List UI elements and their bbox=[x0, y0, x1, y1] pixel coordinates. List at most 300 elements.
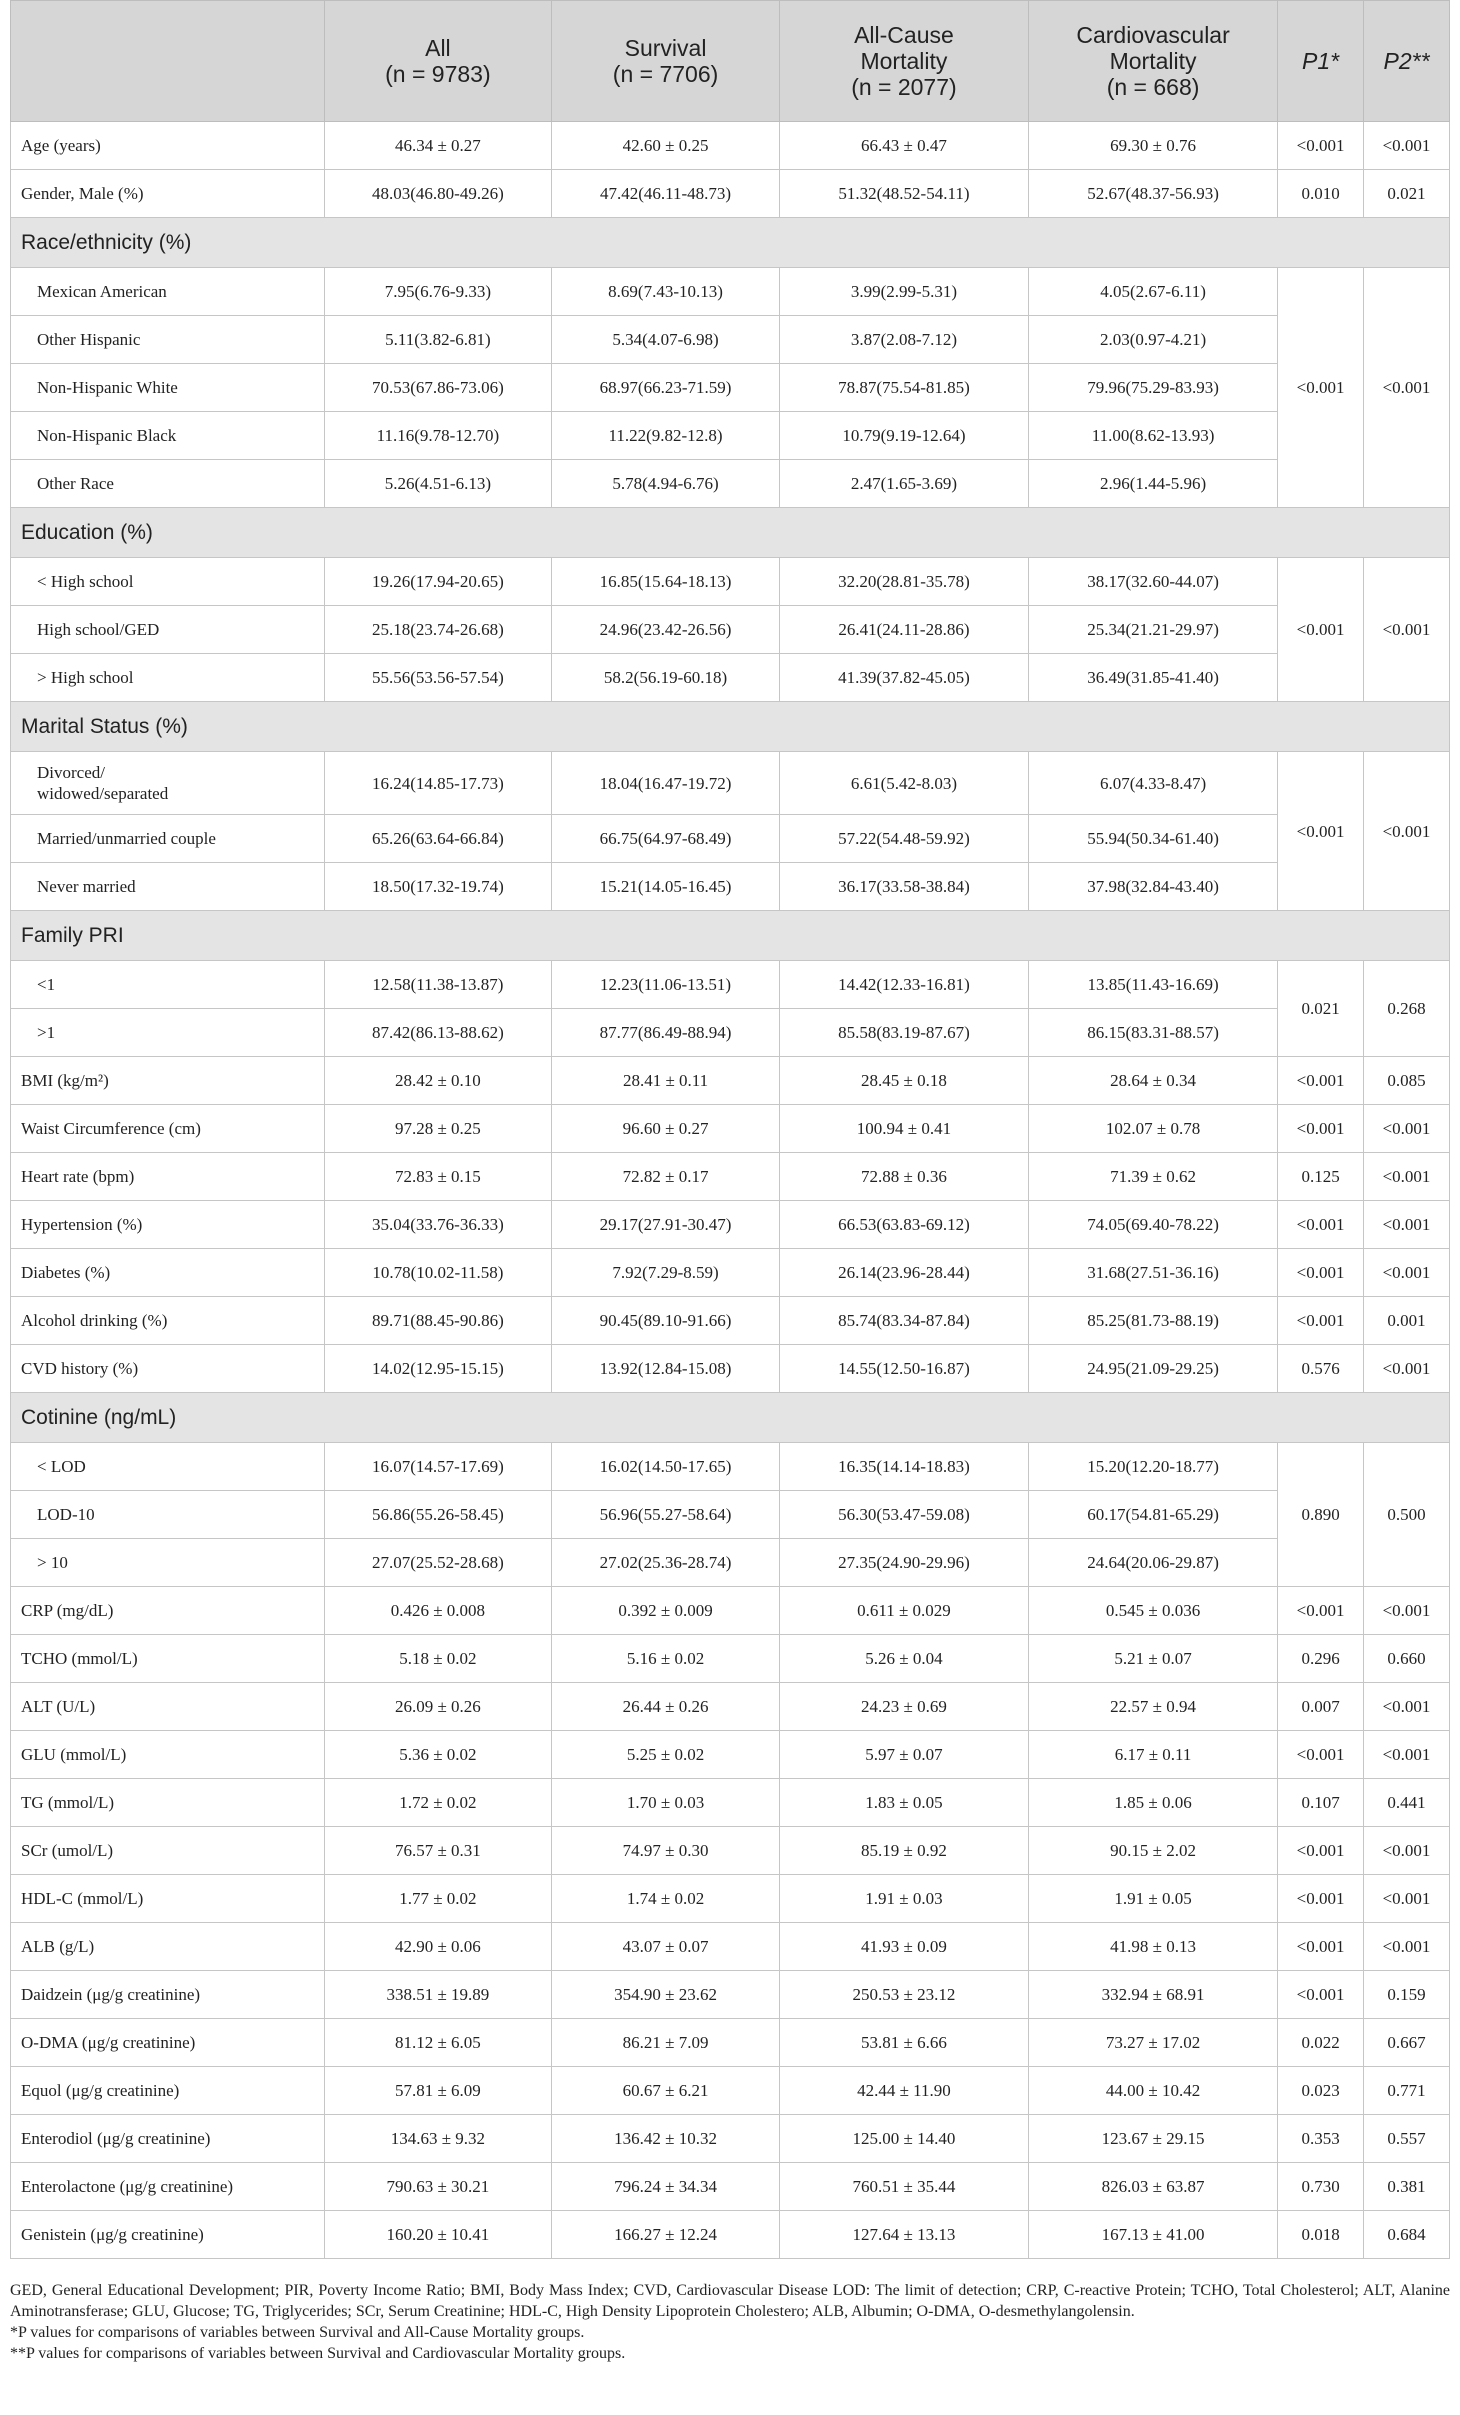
section-row bbox=[11, 911, 1450, 961]
row-label: > High school bbox=[11, 654, 325, 702]
cell-value: 127.64 ± 13.13 bbox=[779, 2211, 1028, 2259]
cell-value: 87.77(86.49-88.94) bbox=[552, 1009, 780, 1057]
column-header-4: Cardiovascular Mortality (n = 668) bbox=[1029, 1, 1278, 122]
cell-value: 5.16 ± 0.02 bbox=[552, 1635, 780, 1683]
cell-value: 28.42 ± 0.10 bbox=[324, 1057, 552, 1105]
cell-value: 10.79(9.19-12.64) bbox=[779, 412, 1028, 460]
table-row bbox=[11, 1539, 1450, 1587]
cell-value: 29.17(27.91-30.47) bbox=[552, 1201, 780, 1249]
table-row bbox=[11, 1491, 1450, 1539]
cell-value: 1.91 ± 0.05 bbox=[1029, 1875, 1278, 1923]
cell-value: 78.87(75.54-81.85) bbox=[779, 364, 1028, 412]
cell-value: 87.42(86.13-88.62) bbox=[324, 1009, 552, 1057]
cell-value: 57.81 ± 6.09 bbox=[324, 2067, 552, 2115]
p2-value: <0.001 bbox=[1364, 1105, 1450, 1153]
cell-value: 85.74(83.34-87.84) bbox=[779, 1297, 1028, 1345]
cell-value: 25.18(23.74-26.68) bbox=[324, 606, 552, 654]
row-label: ALT (U/L) bbox=[11, 1683, 325, 1731]
p1-value: <0.001 bbox=[1278, 268, 1364, 508]
p2-value: 0.441 bbox=[1364, 1779, 1450, 1827]
cell-value: 3.87(2.08-7.12) bbox=[779, 316, 1028, 364]
cell-value: 16.85(15.64-18.13) bbox=[552, 558, 780, 606]
table-row bbox=[11, 1875, 1450, 1923]
p1-value: <0.001 bbox=[1278, 1201, 1364, 1249]
row-label: Genistein (μg/g creatinine) bbox=[11, 2211, 325, 2259]
row-label: TG (mmol/L) bbox=[11, 1779, 325, 1827]
p2-value: <0.001 bbox=[1364, 1249, 1450, 1297]
cell-value: 56.96(55.27-58.64) bbox=[552, 1491, 780, 1539]
cell-value: 2.47(1.65-3.69) bbox=[779, 460, 1028, 508]
table-row bbox=[11, 1587, 1450, 1635]
row-label: Non-Hispanic Black bbox=[11, 412, 325, 460]
cell-value: 32.20(28.81-35.78) bbox=[779, 558, 1028, 606]
table-row bbox=[11, 460, 1450, 508]
column-header-5: P1* bbox=[1278, 1, 1364, 122]
p1-value: 0.890 bbox=[1278, 1443, 1364, 1587]
p1-value: <0.001 bbox=[1278, 1297, 1364, 1345]
cell-value: 796.24 ± 34.34 bbox=[552, 2163, 780, 2211]
table-row bbox=[11, 1105, 1450, 1153]
cell-value: 42.90 ± 0.06 bbox=[324, 1923, 552, 1971]
cell-value: 51.32(48.52-54.11) bbox=[779, 170, 1028, 218]
p2-value: 0.557 bbox=[1364, 2115, 1450, 2163]
p2-value: <0.001 bbox=[1364, 1875, 1450, 1923]
cell-value: 41.98 ± 0.13 bbox=[1029, 1923, 1278, 1971]
p2-value: 0.667 bbox=[1364, 2019, 1450, 2067]
cell-value: 5.36 ± 0.02 bbox=[324, 1731, 552, 1779]
cell-value: 12.58(11.38-13.87) bbox=[324, 961, 552, 1009]
cell-value: 1.91 ± 0.03 bbox=[779, 1875, 1028, 1923]
cell-value: 16.24(14.85-17.73) bbox=[324, 752, 552, 815]
cell-value: 14.02(12.95-15.15) bbox=[324, 1345, 552, 1393]
row-label: Waist Circumference (cm) bbox=[11, 1105, 325, 1153]
cell-value: 15.21(14.05-16.45) bbox=[552, 863, 780, 911]
p2-value: <0.001 bbox=[1364, 1587, 1450, 1635]
table-row bbox=[11, 2067, 1450, 2115]
cell-value: 5.18 ± 0.02 bbox=[324, 1635, 552, 1683]
cell-value: 123.67 ± 29.15 bbox=[1029, 2115, 1278, 2163]
row-label: LOD-10 bbox=[11, 1491, 325, 1539]
cell-value: 97.28 ± 0.25 bbox=[324, 1105, 552, 1153]
row-label: < High school bbox=[11, 558, 325, 606]
cell-value: 79.96(75.29-83.93) bbox=[1029, 364, 1278, 412]
table-row bbox=[11, 1443, 1450, 1491]
column-header-1: All (n = 9783) bbox=[324, 1, 552, 122]
p2-value: 0.500 bbox=[1364, 1443, 1450, 1587]
cell-value: 790.63 ± 30.21 bbox=[324, 2163, 552, 2211]
table-row bbox=[11, 752, 1450, 815]
cell-value: 7.95(6.76-9.33) bbox=[324, 268, 552, 316]
p1-value: 0.353 bbox=[1278, 2115, 1364, 2163]
p2-value: 0.660 bbox=[1364, 1635, 1450, 1683]
p1-value: <0.001 bbox=[1278, 1249, 1364, 1297]
cell-value: 86.15(83.31-88.57) bbox=[1029, 1009, 1278, 1057]
row-label: CRP (mg/dL) bbox=[11, 1587, 325, 1635]
cell-value: 24.23 ± 0.69 bbox=[779, 1683, 1028, 1731]
cell-value: 1.83 ± 0.05 bbox=[779, 1779, 1028, 1827]
cell-value: 102.07 ± 0.78 bbox=[1029, 1105, 1278, 1153]
p2-value: 0.381 bbox=[1364, 2163, 1450, 2211]
table-row bbox=[11, 606, 1450, 654]
row-label: Heart rate (bpm) bbox=[11, 1153, 325, 1201]
header-row bbox=[11, 1, 1450, 122]
cell-value: 27.02(25.36-28.74) bbox=[552, 1539, 780, 1587]
table-row bbox=[11, 1345, 1450, 1393]
cell-value: 44.00 ± 10.42 bbox=[1029, 2067, 1278, 2115]
table-row bbox=[11, 1201, 1450, 1249]
cell-value: 250.53 ± 23.12 bbox=[779, 1971, 1028, 2019]
cell-value: 69.30 ± 0.76 bbox=[1029, 122, 1278, 170]
table-row bbox=[11, 1057, 1450, 1105]
cell-value: 6.07(4.33-8.47) bbox=[1029, 752, 1278, 815]
cell-value: 7.92(7.29-8.59) bbox=[552, 1249, 780, 1297]
row-label: Enterodiol (μg/g creatinine) bbox=[11, 2115, 325, 2163]
cell-value: 354.90 ± 23.62 bbox=[552, 1971, 780, 2019]
p1-value: 0.021 bbox=[1278, 961, 1364, 1057]
row-label: Daidzein (μg/g creatinine) bbox=[11, 1971, 325, 2019]
cell-value: 89.71(88.45-90.86) bbox=[324, 1297, 552, 1345]
cell-value: 5.97 ± 0.07 bbox=[779, 1731, 1028, 1779]
section-label: Education (%) bbox=[11, 508, 1450, 558]
table-row bbox=[11, 1635, 1450, 1683]
section-label: Family PRI bbox=[11, 911, 1450, 961]
p2-value: <0.001 bbox=[1364, 1153, 1450, 1201]
p1-value: 0.296 bbox=[1278, 1635, 1364, 1683]
row-label: Hypertension (%) bbox=[11, 1201, 325, 1249]
cell-value: 5.11(3.82-6.81) bbox=[324, 316, 552, 364]
table-row bbox=[11, 1923, 1450, 1971]
cell-value: 2.03(0.97-4.21) bbox=[1029, 316, 1278, 364]
column-header-0 bbox=[11, 1, 325, 122]
cell-value: 85.25(81.73-88.19) bbox=[1029, 1297, 1278, 1345]
cell-value: 55.56(53.56-57.54) bbox=[324, 654, 552, 702]
cell-value: 1.85 ± 0.06 bbox=[1029, 1779, 1278, 1827]
table-row bbox=[11, 2163, 1450, 2211]
cell-value: 6.61(5.42-8.03) bbox=[779, 752, 1028, 815]
p2-value: 0.159 bbox=[1364, 1971, 1450, 2019]
cell-value: 60.67 ± 6.21 bbox=[552, 2067, 780, 2115]
cell-value: 338.51 ± 19.89 bbox=[324, 1971, 552, 2019]
cell-value: 8.69(7.43-10.13) bbox=[552, 268, 780, 316]
cell-value: 28.64 ± 0.34 bbox=[1029, 1057, 1278, 1105]
p1-value: <0.001 bbox=[1278, 1587, 1364, 1635]
cell-value: 46.34 ± 0.27 bbox=[324, 122, 552, 170]
cell-value: 70.53(67.86-73.06) bbox=[324, 364, 552, 412]
cell-value: 25.34(21.21-29.97) bbox=[1029, 606, 1278, 654]
cell-value: 12.23(11.06-13.51) bbox=[552, 961, 780, 1009]
cell-value: 90.45(89.10-91.66) bbox=[552, 1297, 780, 1345]
data-table bbox=[10, 0, 1450, 2259]
row-label: Gender, Male (%) bbox=[11, 170, 325, 218]
cell-value: 2.96(1.44-5.96) bbox=[1029, 460, 1278, 508]
cell-value: 71.39 ± 0.62 bbox=[1029, 1153, 1278, 1201]
cell-value: 76.57 ± 0.31 bbox=[324, 1827, 552, 1875]
cell-value: 0.426 ± 0.008 bbox=[324, 1587, 552, 1635]
p1-value: <0.001 bbox=[1278, 1731, 1364, 1779]
cell-value: 5.26 ± 0.04 bbox=[779, 1635, 1028, 1683]
p1-value: 0.107 bbox=[1278, 1779, 1364, 1827]
p2-value: <0.001 bbox=[1364, 1827, 1450, 1875]
row-label: TCHO (mmol/L) bbox=[11, 1635, 325, 1683]
p1-value: <0.001 bbox=[1278, 1105, 1364, 1153]
table-row bbox=[11, 170, 1450, 218]
p1-value: <0.001 bbox=[1278, 1057, 1364, 1105]
section-row bbox=[11, 508, 1450, 558]
cell-value: 136.42 ± 10.32 bbox=[552, 2115, 780, 2163]
cell-value: 66.75(64.97-68.49) bbox=[552, 815, 780, 863]
cell-value: 57.22(54.48-59.92) bbox=[779, 815, 1028, 863]
row-label: HDL-C (mmol/L) bbox=[11, 1875, 325, 1923]
row-label: Non-Hispanic White bbox=[11, 364, 325, 412]
table-row bbox=[11, 1297, 1450, 1345]
row-label: Other Race bbox=[11, 460, 325, 508]
section-label: Race/ethnicity (%) bbox=[11, 218, 1450, 268]
cell-value: 14.55(12.50-16.87) bbox=[779, 1345, 1028, 1393]
cell-value: 166.27 ± 12.24 bbox=[552, 2211, 780, 2259]
cell-value: 332.94 ± 68.91 bbox=[1029, 1971, 1278, 2019]
cell-value: 74.05(69.40-78.22) bbox=[1029, 1201, 1278, 1249]
cell-value: 74.97 ± 0.30 bbox=[552, 1827, 780, 1875]
p2-value: <0.001 bbox=[1364, 558, 1450, 702]
column-header-6: P2** bbox=[1364, 1, 1450, 122]
cell-value: 0.392 ± 0.009 bbox=[552, 1587, 780, 1635]
cell-value: 31.68(27.51-36.16) bbox=[1029, 1249, 1278, 1297]
table-row bbox=[11, 654, 1450, 702]
cell-value: 60.17(54.81-65.29) bbox=[1029, 1491, 1278, 1539]
table-row bbox=[11, 558, 1450, 606]
p2-value: <0.001 bbox=[1364, 1731, 1450, 1779]
cell-value: 5.21 ± 0.07 bbox=[1029, 1635, 1278, 1683]
p1-value: <0.001 bbox=[1278, 1923, 1364, 1971]
cell-value: 5.78(4.94-6.76) bbox=[552, 460, 780, 508]
cell-value: 48.03(46.80-49.26) bbox=[324, 170, 552, 218]
table-row bbox=[11, 815, 1450, 863]
cell-value: 826.03 ± 63.87 bbox=[1029, 2163, 1278, 2211]
table-row bbox=[11, 122, 1450, 170]
table-row bbox=[11, 1779, 1450, 1827]
cell-value: 160.20 ± 10.41 bbox=[324, 2211, 552, 2259]
p1-value: 0.730 bbox=[1278, 2163, 1364, 2211]
cell-value: 15.20(12.20-18.77) bbox=[1029, 1443, 1278, 1491]
cell-value: 22.57 ± 0.94 bbox=[1029, 1683, 1278, 1731]
cell-value: 167.13 ± 41.00 bbox=[1029, 2211, 1278, 2259]
table-row bbox=[11, 1971, 1450, 2019]
table-body bbox=[11, 122, 1450, 2259]
p2-value: 0.021 bbox=[1364, 170, 1450, 218]
cell-value: 26.41(24.11-28.86) bbox=[779, 606, 1028, 654]
cell-value: 6.17 ± 0.11 bbox=[1029, 1731, 1278, 1779]
cell-value: 85.19 ± 0.92 bbox=[779, 1827, 1028, 1875]
table-row bbox=[11, 1249, 1450, 1297]
cell-value: 43.07 ± 0.07 bbox=[552, 1923, 780, 1971]
p1-value: 0.007 bbox=[1278, 1683, 1364, 1731]
row-label: <1 bbox=[11, 961, 325, 1009]
p1-value: <0.001 bbox=[1278, 558, 1364, 702]
cell-value: 72.83 ± 0.15 bbox=[324, 1153, 552, 1201]
cell-value: 760.51 ± 35.44 bbox=[779, 2163, 1028, 2211]
cell-value: 0.611 ± 0.029 bbox=[779, 1587, 1028, 1635]
p2-value: 0.001 bbox=[1364, 1297, 1450, 1345]
p1-value: 0.023 bbox=[1278, 2067, 1364, 2115]
column-header-2: Survival (n = 7706) bbox=[552, 1, 780, 122]
cell-value: 3.99(2.99-5.31) bbox=[779, 268, 1028, 316]
cell-value: 56.86(55.26-58.45) bbox=[324, 1491, 552, 1539]
row-label: > 10 bbox=[11, 1539, 325, 1587]
row-label: SCr (umol/L) bbox=[11, 1827, 325, 1875]
table-row bbox=[11, 863, 1450, 911]
cell-value: 26.09 ± 0.26 bbox=[324, 1683, 552, 1731]
p1-value: <0.001 bbox=[1278, 752, 1364, 911]
cell-value: 1.72 ± 0.02 bbox=[324, 1779, 552, 1827]
cell-value: 27.07(25.52-28.68) bbox=[324, 1539, 552, 1587]
table-row bbox=[11, 961, 1450, 1009]
cell-value: 36.17(33.58-38.84) bbox=[779, 863, 1028, 911]
cell-value: 16.02(14.50-17.65) bbox=[552, 1443, 780, 1491]
cell-value: 35.04(33.76-36.33) bbox=[324, 1201, 552, 1249]
cell-value: 5.25 ± 0.02 bbox=[552, 1731, 780, 1779]
p1-value: 0.018 bbox=[1278, 2211, 1364, 2259]
cell-value: 42.60 ± 0.25 bbox=[552, 122, 780, 170]
row-label: Age (years) bbox=[11, 122, 325, 170]
p2-value: <0.001 bbox=[1364, 752, 1450, 911]
cell-value: 5.34(4.07-6.98) bbox=[552, 316, 780, 364]
table-row bbox=[11, 1683, 1450, 1731]
cell-value: 24.95(21.09-29.25) bbox=[1029, 1345, 1278, 1393]
cell-value: 125.00 ± 14.40 bbox=[779, 2115, 1028, 2163]
cell-value: 134.63 ± 9.32 bbox=[324, 2115, 552, 2163]
row-label: Other Hispanic bbox=[11, 316, 325, 364]
p2-value: 0.684 bbox=[1364, 2211, 1450, 2259]
p2-value: <0.001 bbox=[1364, 1201, 1450, 1249]
p1-value: <0.001 bbox=[1278, 1827, 1364, 1875]
row-label: BMI (kg/m²) bbox=[11, 1057, 325, 1105]
section-row bbox=[11, 218, 1450, 268]
cell-value: 18.50(17.32-19.74) bbox=[324, 863, 552, 911]
p2-value: 0.268 bbox=[1364, 961, 1450, 1057]
p1-value: 0.010 bbox=[1278, 170, 1364, 218]
cell-value: 96.60 ± 0.27 bbox=[552, 1105, 780, 1153]
p1-value: 0.125 bbox=[1278, 1153, 1364, 1201]
cell-value: 52.67(48.37-56.93) bbox=[1029, 170, 1278, 218]
footnote-p2: **P values for comparisons of variables between Survival and Cardiovascular Mortality groups. bbox=[10, 2345, 626, 2362]
cell-value: 26.14(23.96-28.44) bbox=[779, 1249, 1028, 1297]
cell-value: 66.43 ± 0.47 bbox=[779, 122, 1028, 170]
cell-value: 13.92(12.84-15.08) bbox=[552, 1345, 780, 1393]
row-label: Equol (μg/g creatinine) bbox=[11, 2067, 325, 2115]
table-row bbox=[11, 268, 1450, 316]
cell-value: 41.39(37.82-45.05) bbox=[779, 654, 1028, 702]
cell-value: 19.26(17.94-20.65) bbox=[324, 558, 552, 606]
table-row bbox=[11, 1009, 1450, 1057]
cell-value: 41.93 ± 0.09 bbox=[779, 1923, 1028, 1971]
section-label: Marital Status (%) bbox=[11, 702, 1450, 752]
p1-value: 0.576 bbox=[1278, 1345, 1364, 1393]
cell-value: 47.42(46.11-48.73) bbox=[552, 170, 780, 218]
cell-value: 37.98(32.84-43.40) bbox=[1029, 863, 1278, 911]
cell-value: 27.35(24.90-29.96) bbox=[779, 1539, 1028, 1587]
table-row bbox=[11, 316, 1450, 364]
cell-value: 1.70 ± 0.03 bbox=[552, 1779, 780, 1827]
row-label: Never married bbox=[11, 863, 325, 911]
cell-value: 72.88 ± 0.36 bbox=[779, 1153, 1028, 1201]
cell-value: 16.07(14.57-17.69) bbox=[324, 1443, 552, 1491]
table-row bbox=[11, 364, 1450, 412]
p2-value: <0.001 bbox=[1364, 1345, 1450, 1393]
table-row bbox=[11, 412, 1450, 460]
cell-value: 73.27 ± 17.02 bbox=[1029, 2019, 1278, 2067]
cell-value: 28.45 ± 0.18 bbox=[779, 1057, 1028, 1105]
cell-value: 13.85(11.43-16.69) bbox=[1029, 961, 1278, 1009]
cell-value: 1.74 ± 0.02 bbox=[552, 1875, 780, 1923]
p2-value: <0.001 bbox=[1364, 1683, 1450, 1731]
cell-value: 72.82 ± 0.17 bbox=[552, 1153, 780, 1201]
footnote-abbreviations: GED, General Educational Development; PIR, Poverty Income Ratio; BMI, Body Mass Index; CVD, Cardiovascular Disease LOD: The limit of detection; CRP, C-reactive Protein; TCHO, Total Cholesterol; ALT, Alanine Aminotransferase; GLU, Glucose; TG, Triglycerides; SCr, Serum Creatinine; HDL-C, High Density Lipoprotein Cholestero; ALB, Albumin; O-DMA, O-desmethylangolensin. bbox=[10, 2282, 1450, 2320]
row-label: >1 bbox=[11, 1009, 325, 1057]
row-label: ALB (g/L) bbox=[11, 1923, 325, 1971]
p2-value: <0.001 bbox=[1364, 1923, 1450, 1971]
section-row bbox=[11, 1393, 1450, 1443]
row-label: Enterolactone (μg/g creatinine) bbox=[11, 2163, 325, 2211]
table-row bbox=[11, 2115, 1450, 2163]
p2-value: <0.001 bbox=[1364, 122, 1450, 170]
row-label: GLU (mmol/L) bbox=[11, 1731, 325, 1779]
p1-value: <0.001 bbox=[1278, 1971, 1364, 2019]
table-row bbox=[11, 1153, 1450, 1201]
cell-value: 100.94 ± 0.41 bbox=[779, 1105, 1028, 1153]
cell-value: 10.78(10.02-11.58) bbox=[324, 1249, 552, 1297]
p2-value: 0.085 bbox=[1364, 1057, 1450, 1105]
cell-value: 58.2(56.19-60.18) bbox=[552, 654, 780, 702]
cell-value: 5.26(4.51-6.13) bbox=[324, 460, 552, 508]
table-container bbox=[10, 0, 1450, 2259]
cell-value: 24.64(20.06-29.87) bbox=[1029, 1539, 1278, 1587]
cell-value: 11.16(9.78-12.70) bbox=[324, 412, 552, 460]
cell-value: 16.35(14.14-18.83) bbox=[779, 1443, 1028, 1491]
cell-value: 24.96(23.42-26.56) bbox=[552, 606, 780, 654]
cell-value: 11.00(8.62-13.93) bbox=[1029, 412, 1278, 460]
cell-value: 42.44 ± 11.90 bbox=[779, 2067, 1028, 2115]
column-header-3: All-Cause Mortality (n = 2077) bbox=[779, 1, 1028, 122]
section-row bbox=[11, 702, 1450, 752]
cell-value: 90.15 ± 2.02 bbox=[1029, 1827, 1278, 1875]
cell-value: 38.17(32.60-44.07) bbox=[1029, 558, 1278, 606]
row-label: CVD history (%) bbox=[11, 1345, 325, 1393]
table-row bbox=[11, 2211, 1450, 2259]
cell-value: 1.77 ± 0.02 bbox=[324, 1875, 552, 1923]
cell-value: 18.04(16.47-19.72) bbox=[552, 752, 780, 815]
cell-value: 68.97(66.23-71.59) bbox=[552, 364, 780, 412]
cell-value: 28.41 ± 0.11 bbox=[552, 1057, 780, 1105]
cell-value: 56.30(53.47-59.08) bbox=[779, 1491, 1028, 1539]
row-label: < LOD bbox=[11, 1443, 325, 1491]
cell-value: 65.26(63.64-66.84) bbox=[324, 815, 552, 863]
cell-value: 55.94(50.34-61.40) bbox=[1029, 815, 1278, 863]
table-row bbox=[11, 1827, 1450, 1875]
row-label: High school/GED bbox=[11, 606, 325, 654]
p2-value: <0.001 bbox=[1364, 268, 1450, 508]
cell-value: 53.81 ± 6.66 bbox=[779, 2019, 1028, 2067]
footnotes bbox=[10, 2280, 1450, 2364]
cell-value: 0.545 ± 0.036 bbox=[1029, 1587, 1278, 1635]
p1-value: 0.022 bbox=[1278, 2019, 1364, 2067]
row-label: Married/unmarried couple bbox=[11, 815, 325, 863]
cell-value: 86.21 ± 7.09 bbox=[552, 2019, 780, 2067]
p2-value: 0.771 bbox=[1364, 2067, 1450, 2115]
section-label: Cotinine (ng/mL) bbox=[11, 1393, 1450, 1443]
cell-value: 14.42(12.33-16.81) bbox=[779, 961, 1028, 1009]
cell-value: 26.44 ± 0.26 bbox=[552, 1683, 780, 1731]
row-label: Divorced/ widowed/separated bbox=[11, 752, 325, 815]
